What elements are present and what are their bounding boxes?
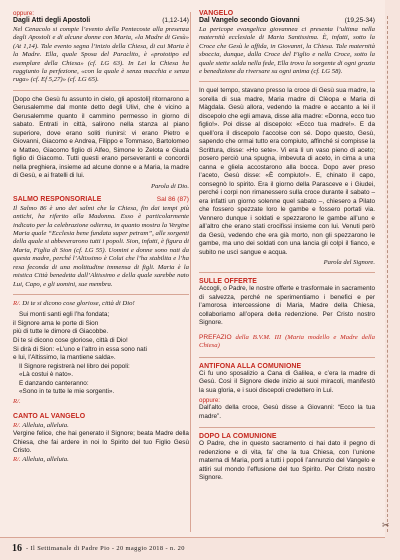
psalm-line: E danzando canteranno: <box>19 379 89 387</box>
psalm-line: Si dirà di Sion: «L’uno e l’altro in essa sono nati <box>13 345 147 353</box>
preface-label: PREFAZIO <box>199 333 232 341</box>
gospel-acclamation <box>13 413 189 464</box>
psalm-line: Il Signore registrerà nel libro dei popoli: <box>19 363 130 371</box>
footer-text: - Il Settimanale di Padre Pio - 20 maggio 2018 - n. 20 <box>26 545 185 552</box>
acclamation-verse: Vergine felice, che hai generato il Signore; beata Madre della Chiesa, che fai ardere in noi lo Spirito del tuo Figlio Gesù Cristo. <box>13 430 189 455</box>
psalm-line: Di te si dicono cose gloriose, città di Dio! <box>13 337 128 345</box>
response-mark: R/. <box>13 398 21 406</box>
gospel-title: VANGELO <box>199 10 234 17</box>
response-mark: R/. <box>13 455 21 463</box>
preface-section <box>199 334 375 351</box>
communion-text-1: Ci fu uno sposalizio a Cana di Galilea, e c’era la madre di Gesù. Così il Signore diede inizio ai suoi miracoli, manifestò la sua gloria, e i suoi discepoli credettero in Lui. <box>199 369 375 394</box>
psalm-section <box>13 196 189 407</box>
psalm-ref: Sal 86 (87) <box>156 195 189 203</box>
psalm-line: e lui, l’Altissimo, la mantiene salda». <box>13 353 116 361</box>
first-reading-heading <box>13 17 189 24</box>
gospel-ref: (19,25-34) <box>344 17 375 24</box>
response-text: Di te si dicono cose gloriose, città di Dio! <box>22 299 135 307</box>
divider <box>199 272 375 273</box>
divider <box>199 357 375 358</box>
response-text: Alleluia, alleluia. <box>22 421 69 429</box>
response-mark: R/. <box>13 299 21 307</box>
psalm-intro: Il Salmo 86 è uno dei salmi che la Chiesa, fin dai tempi più antichi, ha riferito alla Madonna. Esso è particolarmente indicato per la celebrazione odierna, in quanto mostra la Vergine Maria quale “Ecclesia bene fundata super petram”, alle sorgenti della quale si abbeverarono tutti i popoli. Sion, infatti, è figura di Maria, Figlia di Sion (cf. LG 55). Uomini e donne sono nati da questa madre, perché l’Altissimo è Colui che l’ha stabilita e l’ha resa feconda di una moltitudine immensa di figli. Maria è la mistica Città benedetta dall’Altissimo e della quale sarebbe nato Lui, Capo, e gli uomini, sue membra. <box>13 204 189 288</box>
offertory-section <box>199 278 375 328</box>
communion-section <box>199 363 375 422</box>
psalm-title: SALMO RESPONSORIALE <box>13 195 102 203</box>
first-reading-text: [Dopo che Gesù fu assunto in cielo, gli apostoli] ritornarono a Gerusalemme dal monte detto degli Ulivi, che è vicino a Gerusalemme quanto il cammino permesso in giorno di sabato. Entrati in città, salirono nella stanza al piano superiore, dove erano soliti riunirsi: vi erano Pietro e Giovanni, Giacomo e Andrea, Filippo e Tommaso, Bartolomeo e Matteo, Giacomo figlio di Alfeo, Simone lo Zelota e Giuda figlio di Giacomo. Tutti questi erano perseveranti e concordi nella preghiera, insieme ad alcune donne e a Maria, la madre di Gesù, e ai fratelli di lui. <box>13 95 189 180</box>
psalm-line: «Sono in te tutte le mie sorgenti». <box>19 387 115 395</box>
acclamation-response <box>13 422 189 430</box>
first-reading-alt <box>13 10 189 190</box>
gospel-end: Parola del Signore. <box>323 259 375 267</box>
offertory-title: SULLE OFFERTE <box>199 278 257 286</box>
communion-title: ANTIFONA ALLA COMUNIONE <box>199 362 302 370</box>
psalm-stanza-2 <box>13 337 189 362</box>
gospel-section <box>199 10 375 266</box>
divider <box>199 81 375 82</box>
gospel-heading <box>199 17 375 24</box>
scissors-icon: ✂ <box>382 520 390 530</box>
first-reading-title: Dagli Atti degli Apostoli <box>13 17 91 24</box>
page-number: 16 <box>12 543 22 554</box>
cut-line <box>387 16 388 532</box>
left-column <box>13 10 189 470</box>
preface-text: della B.V.M. III (Maria modello e Madre della Chiesa) <box>199 333 376 350</box>
offertory-text: Accogli, o Padre, le nostre offerte e trasformale in sacramento di salvezza, perché ne sperimentiamo i benefici e per l’amorosa intercessione di Maria, Madre della Chiesa, collaboriamo all’opera della redenzione. Per Cristo nostro Signore. <box>199 285 375 327</box>
psalm-heading <box>13 196 189 203</box>
acclamation-title: CANTO AL VANGELO <box>13 412 86 420</box>
alternative-label: oppure: <box>13 10 34 17</box>
communion-text-2: Dall’alto della croce, Gesù disse a Giovanni: “Ecco la tua madre”. <box>199 404 375 420</box>
postcommunion-text: O Padre, che in questo sacramento ci hai dato il pegno di redenzione e di vita, fa’ che la tua Chiesa, con l’unione materna di Maria, porti a tutti i popoli l’annunzio del Vangelo e attiri sul mondo l’effusione del tuo Spirito. Per Cristo nostro Signore. <box>199 440 375 482</box>
communion-alt-label: oppure: <box>199 397 220 405</box>
gospel-subtitle: Dal Vangelo secondo Giovanni <box>199 17 300 24</box>
postcommunion-section <box>199 433 375 483</box>
gospel-intro: La pericope evangelica giovannea ci presenta l’ultima nella maternità ecclesiale di Maria Santissima. È, infatti, sotto la Croce che Gesù le affida, in Giovanni, la Chiesa. Tale maternità sboccia, dunque, dalla Croce del Figlio e nella Croce, sotto la quale stette salda nella fede, Ella trova la sorgente di ogni grazia e benedizione da riversare su ogni anima (cf. LG 58). <box>199 26 375 76</box>
first-reading-end: Parola di Dio. <box>150 182 189 190</box>
preface-line <box>199 334 375 351</box>
psalm-stanza-3 <box>13 363 189 396</box>
psalm-response <box>13 300 189 308</box>
column-separator <box>190 12 191 532</box>
psalm-line: «Là costui è nato». <box>19 371 74 379</box>
divider <box>13 294 189 295</box>
postcommunion-title: DOPO LA COMUNIONE <box>199 433 277 441</box>
psalm-line: il Signore ama le porte di Sion <box>13 319 99 327</box>
response-mark: R/. <box>13 421 21 429</box>
gospel-text: In quel tempo, stavano presso la croce di Gesù sua madre, la sorella di sua madre, Maria madre di Clèopa e Maria di Màgdala. Gesù allora, vedendo la madre e accanto a lei il discepolo che egli amava, disse alla madre: «Donna, ecco tuo figlio!». Poi disse al discepolo: «Ecco tua madre!». E da quell’ora il discepolo l’accolse con sé. Dopo questo, Gesù, sapendo che ormai tutto era compiuto, affinché si compisse la Scrittura, disse: «Ho sete». Vi era lì un vaso pieno di aceto; posero perciò una spugna, imbevuta di aceto, in cima a una canna e gliela accostarono alla bocca. Dopo aver preso l’aceto, Gesù disse: «È compiuto!». E, chinato il capo, consegnò lo spirito. Era il giorno della Parasceve e i Giudei, perché i corpi non rimanessero sulla croce durante il sabato – era infatti un giorno solenne quel sabato –, chiesero a Pilato che fossero spezzate loro le gambe e fossero portati via. Vennero dunque i soldati e spezzarono le gambe all’uno e all’altro che erano stati crocifissi insieme con lui. Venuti però da Gesù, vedendo che era già morto, non gli spezzarono le gambe, ma uno dei soldati con una lancia gli colpì il fianco, e subito ne uscì sangue e acqua. <box>199 87 375 256</box>
footer-rule <box>0 537 385 538</box>
psalm-line: più di tutte le dimore di Giacobbe. <box>13 327 109 335</box>
page-footer <box>0 537 385 560</box>
first-reading-ref: (1,12-14) <box>162 17 189 24</box>
acclamation-response-repeat <box>13 456 189 464</box>
psalm-stanza-1 <box>13 311 189 336</box>
response-text: Alleluia, alleluia. <box>22 455 69 463</box>
right-column <box>199 10 375 489</box>
divider <box>13 90 189 91</box>
psalm-line: Sui monti santi egli l’ha fondata; <box>19 311 110 319</box>
first-reading-intro: Nel Cenacolo si compie l’evento della Pentecoste alla presenza degli Apostoli e di alcune donne con Maria, «la Madre di Gesù» (At 1,14). Tale evento segna l’inizio della Chiesa, di cui Maria è la Madre. Ella, quale Sposa del Paraclito, è «prototipo ed esemplare della Chiesa» (cf. LG 63). In Lei la Chiesa ha raggiunto la perfezione, «con la quale è senza macchia e senza ruga» (cf. Ef 5,27)» (cf. LG 65). <box>13 26 189 84</box>
divider <box>199 427 375 428</box>
psalm-response-repeat <box>13 398 189 406</box>
